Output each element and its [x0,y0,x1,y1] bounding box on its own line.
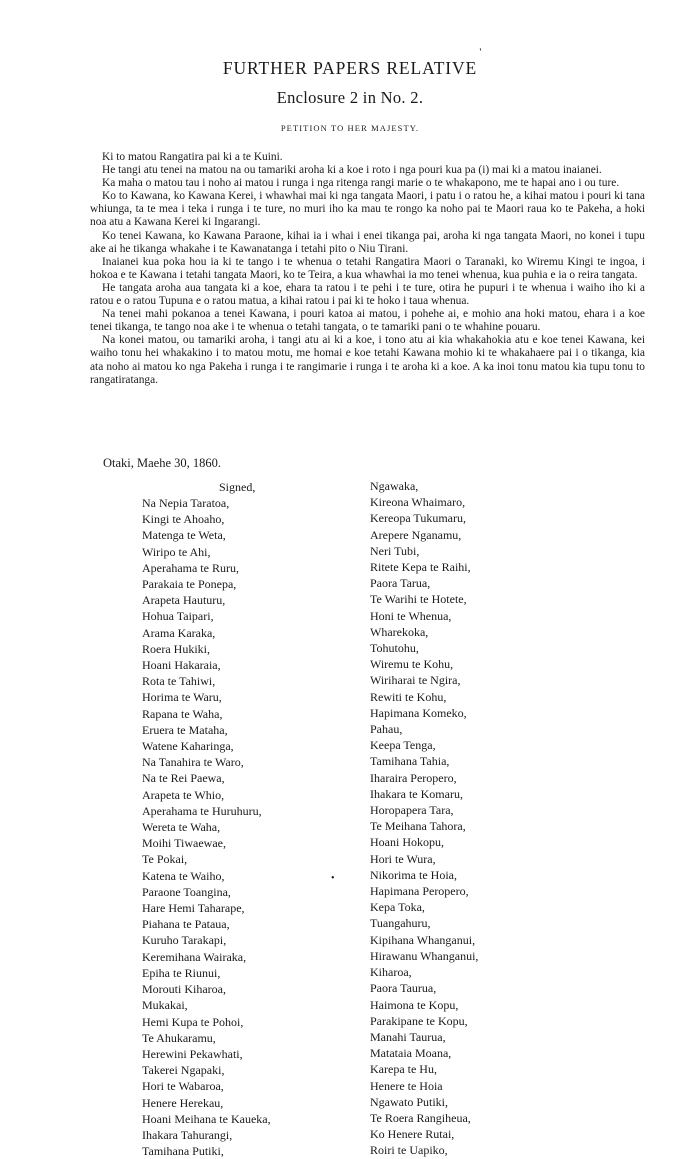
signatory-name: Manahi Taurua, [370,1029,446,1044]
signatory-name: Paora Tarua, [370,576,431,591]
signatory-name: Hapimana Komeko, [370,705,467,720]
signatory-name: Rewiti te Kohu, [370,689,447,704]
signatory-name: Kingi te Ahoaho, [142,512,225,527]
petition-body [90,151,645,387]
signatory-name: Kepa Toka, [370,900,425,915]
signatory-name: Ko Henere Rutai, [370,1127,455,1142]
paragraph: Inaianei kua poka hou ia ki te tango i te whenua o tetahi Rangatira Maori o Taranaki, ko Wiremu Kingi te ingoa, i hokoa e te Kawana i tetahi tangata Maori, ko te Teira, a kua whawhai ia mo tenei whenua, kua puhia e ia o reira tangata. [90,255,645,281]
stray-dot: • [331,873,335,884]
signatory-name: Ihakara te Komaru, [370,786,463,801]
signatory-name: Te Roera Rangiheua, [370,1110,471,1125]
signatory-name: Paora Taurua, [370,981,437,996]
signatory-name: Arapeta Hauturu, [142,593,226,608]
signatory-name: Roera Hukiki, [142,641,210,656]
signatory-name: Katena te Waiho, [142,868,225,883]
signatory-name: Arepere Nganamu, [370,527,462,542]
signatory-name: Rapana te Waha, [142,706,223,721]
signatory-name: Moihi Tiwaewae, [142,836,226,851]
signatory-name: Horima te Waru, [142,690,222,705]
signatory-name: Kipihana Whanganui, [370,932,476,947]
signatory-name: Hohua Taipari, [142,609,214,624]
signatory-name: Ngawaka, [370,479,419,493]
signatory-name: Na te Rei Paewa, [142,771,225,786]
paragraph: He tangi atu tenei na matou na ou tamariki aroha ki a koe i roto i nga pouri kua pa (i) mai ki a matou inaianei. [102,164,602,177]
signatory-name: Paraone Toangina, [142,884,231,899]
signatory-name: Hirawanu Whanganui, [370,948,479,963]
signatory-name: Epiha te Riunui, [142,965,221,980]
petition-heading: PETITION TO HER MAJESTY. [280,123,420,133]
signatories-left-column [142,495,271,1159]
signatory-name: Tohutohu, [370,641,419,656]
signatory-name: Haimona te Kopu, [370,997,459,1012]
signatory-name: Aperahama te Ruru, [142,560,239,575]
signatory-name: Hoani Meihana te Kaueka, [142,1111,271,1126]
signatory-name: Ritete Kepa te Raihi, [370,560,471,575]
signatory-name: Na Nepia Taratoa, [142,496,230,510]
signatory-name: Hori te Wura, [370,851,436,866]
paragraph: Ko tenei Kawana, ko Kawana Paraone, kihai ia i whai i enei tikanga pai, aroha ki nga tangata Maori, no konei i tupu ake ai he tikanga whakahe i te Kawanatanga i tetahi pito o Niu Tirani. [90,229,645,255]
signatory-name: Pahau, [370,722,403,737]
signatory-name: Te Ahukaramu, [142,1030,216,1045]
signatory-name: Kiharoa, [370,965,412,980]
signatory-name: Wiripo te Ahi, [142,544,211,559]
signatory-name: Wharekoka, [370,624,429,639]
signatory-name: Keepa Tenga, [370,738,436,753]
signatory-name: Kuruho Tarakapi, [142,933,227,948]
signatory-name: Tamihana Tahia, [370,754,450,769]
signatory-name: Ngawato Putiki, [370,1094,448,1109]
signatory-name: Ihakara Tahurangi, [142,1127,233,1142]
signatory-name: Herewini Pekawhati, [142,1046,243,1061]
signatory-name: Hori te Wabaroa, [142,1079,224,1094]
signatories-right-column [370,478,478,1159]
enclosure-heading: Enclosure 2 in No. 2. [276,88,424,107]
signatory-name: Arama Karaka, [142,625,216,640]
signatory-name: Arapeta te Whio, [142,787,225,802]
signatory-name: Matenga te Weta, [142,528,226,543]
signatory-name: Wereta te Waha, [142,820,221,835]
signatory-name: Te Pokai, [142,852,188,867]
signatory-name: Mukakai, [142,998,188,1013]
signatory-name: Roiri te Uapiko, [370,1143,448,1158]
signatory-name: Matataia Moana, [370,1046,452,1061]
signatory-name: Neri Tubi, [370,543,420,558]
paragraph: Na konei matou, ou tamariki aroha, i tangi atu ai ki a koe, i tono atu ai kia whakahokia atu e koe tenei Kawana, kei waiho tonu hei whakakino i to matou motu, me homai e koe tetahi Kawana mohio ki te whakahaere pai i o tikanga, kia ata noho ai matou ko nga Pakeha i runga i te rangimarie i runga i te aroha ki a koe. A ka inoi tonu matou kia tupu tonu to rangatiratanga. [90,334,645,386]
paragraph: Ki to matou Rangatira pai ki a te Kuini. [102,151,283,163]
signatory-name: Horopapera Tara, [370,803,454,818]
signatory-name: Rota te Tahiwi, [142,674,216,689]
paragraph: Ko to Kawana, ko Kawana Kerei, i whawhai mai ki nga tangata Maori, i patu i o ratou he, a kihai matou i pouri ki tana whiunga, ta te mea i teka i runga i te ture, no muri iho ka mau te rongo ka noho pai te Maori raua ko te Pakeha, a hoki noa atu a Kawana Kerei ki Ingarangi. [90,190,645,229]
signatory-name: Te Warihi te Hotete, [370,592,467,607]
signatory-name: Takerei Ngapaki, [142,1063,225,1078]
signatory-name: Kereopa Tukumaru, [370,511,466,526]
signatory-name: Hemi Kupa te Pohoi, [142,1014,244,1029]
signatory-name: Wiriharai te Ngira, [370,673,461,688]
paragraph: He tangata aroha aua tangata ki a koe, ehara ta ratou i te pehi i te ture, otira he pupuri i te whenua i waiho iho ki a ratou e o ratou Tupuna e o ratou matua, a kihai ratou i pai ki te hoko i taua whenua. [90,281,645,308]
signatory-name: Wiremu te Kohu, [370,657,454,672]
signatory-name: Nikorima te Hoia, [370,867,457,882]
signatory-name: Kireona Whaimaro, [370,495,466,510]
signatory-name: Te Meihana Tahora, [370,819,466,834]
page-header: FURTHER PAPERS RELATIVE [222,58,478,78]
signed-label: Signed, [219,480,256,494]
signatory-name: Watene Kaharinga, [142,739,234,754]
signatory-name: Eruera te Mataha, [142,722,228,737]
signatory-name: Hoani Hokopu, [370,835,444,850]
signatory-name: Piahana te Pataua, [142,917,230,932]
signatory-name: Morouti Kiharoa, [142,982,226,997]
signatory-name: Iharaira Peropero, [370,770,457,785]
signatory-name: Tuangahuru, [370,916,431,931]
signatory-name: Henere te Hoia [370,1078,443,1093]
signatory-name: Hare Hemi Taharape, [142,901,245,916]
signatory-name: Parakipane te Kopu, [370,1013,468,1028]
signatory-name: Henere Herekau, [142,1095,224,1110]
paragraph: Ka maha o matou tau i noho ai matou i runga i nga ritenga rangi marie o te whakapono, me te hapai ano i ou ture. [102,177,620,190]
margin-mark: ʹ [478,46,487,58]
signatory-name: Honi te Whenua, [370,608,452,623]
paragraph: Na tenei mahi pokanoa a tenei Kawana, i pouri katoa ai matou, i pohehe ai, e mohio ana hoki matou, ehara i a koe tenei tikanga, te tango noa ake i te whenua o tetahi tangata, o te tamariki pani o te whahine pouaru. [90,308,645,334]
signatory-name: Tamihana Putiki, [142,1144,224,1159]
signatory-name: Hapimana Peropero, [370,884,469,899]
signatory-name: Hoani Hakaraia, [142,658,221,673]
signatory-name: Na Tanahira te Waro, [142,755,244,770]
signatory-name: Karepa te Hu, [370,1062,437,1077]
signatory-name: Keremihana Wairaka, [142,949,247,964]
signatory-name: Parakaia te Ponepa, [142,577,237,592]
signatory-name: Aperahama te Huruhuru, [142,803,262,818]
dateline: Otaki, Maehe 30, 1860. [103,456,222,470]
